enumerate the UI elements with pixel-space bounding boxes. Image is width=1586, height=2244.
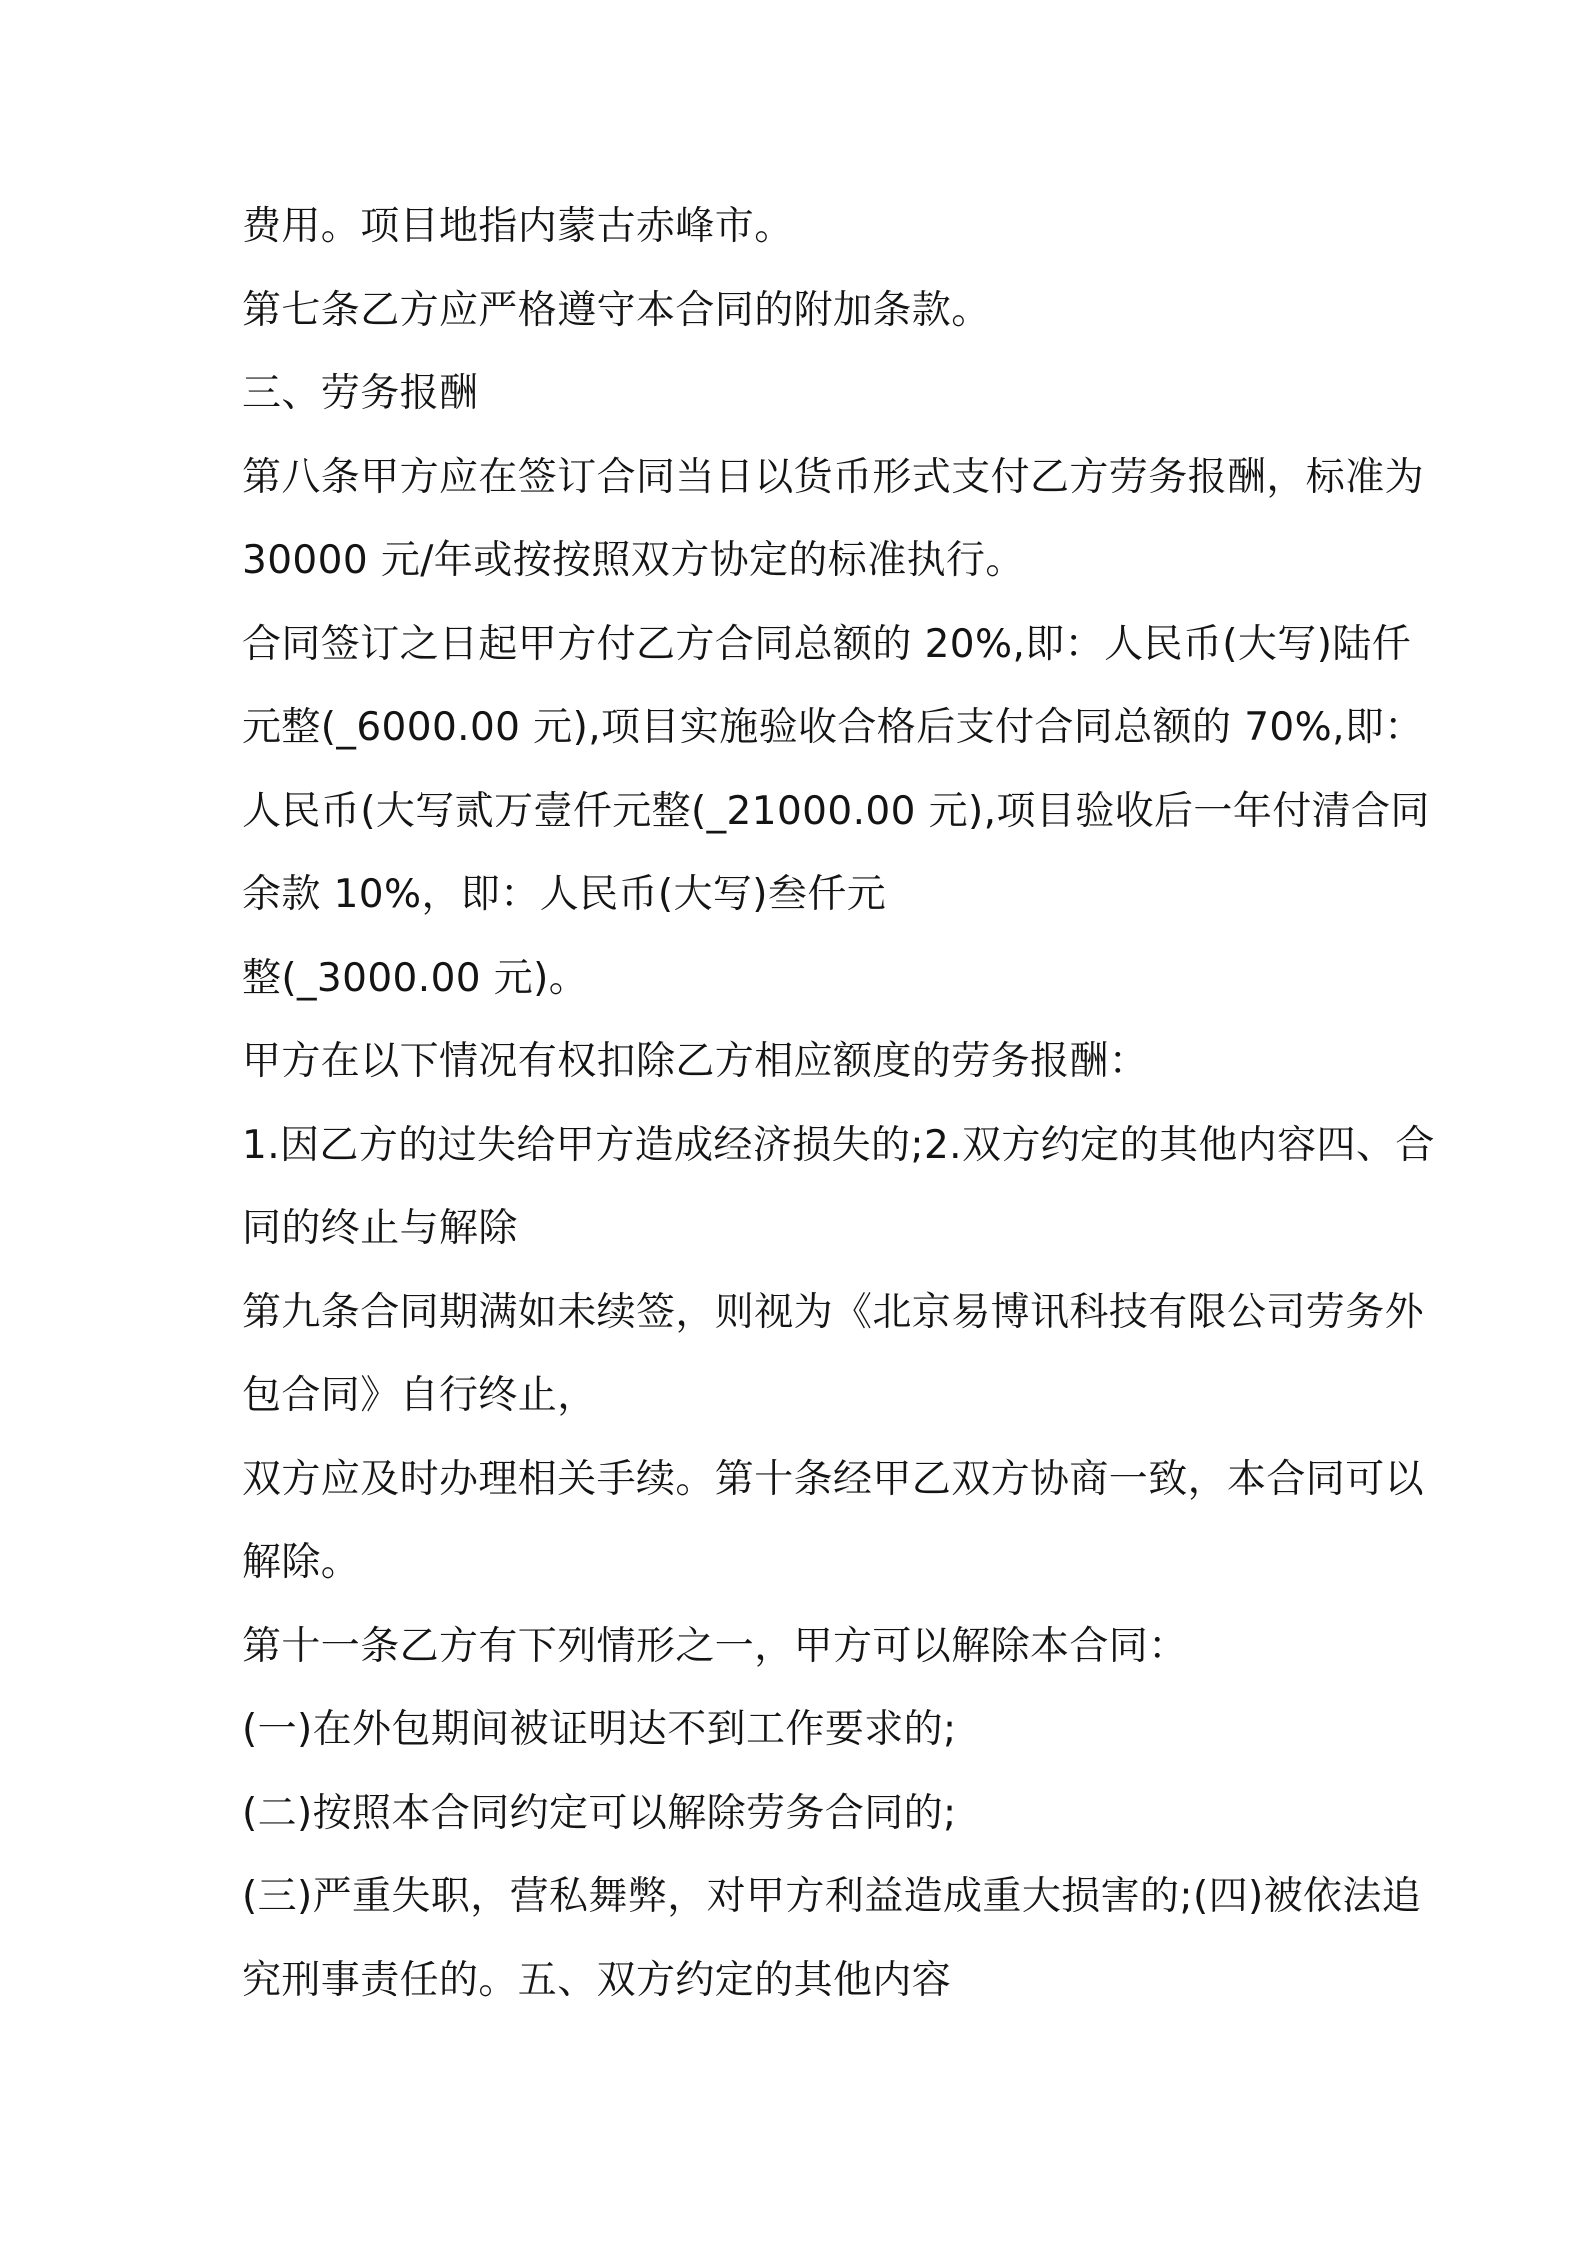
text-line-16: 双方应及时办理相关手续。第十条经甲乙双方协商一致，本合同可以 <box>242 1456 1425 1502</box>
text-line-21: (三)严重失职，营私舞弊，对甲方利益造成重大损害的;(四)被依法追 <box>242 1874 1422 1919</box>
text-line-7: 元整(_6000.00 元),项目实施验收合格后支付合同总额的 70%,即： <box>242 705 1424 750</box>
text-line-9: 余款 10%，即：人民币(大写)叁仟元 <box>242 872 887 917</box>
text-line-13: 同的终止与解除 <box>242 1206 518 1251</box>
text-line-5: 30000 元/年或按按照双方协定的标准执行。 <box>242 538 1025 583</box>
section-heading-labor-remuneration: 三、劳务报酬 <box>242 371 479 416</box>
text-line-22: 究刑事责任的。五、双方约定的其他内容 <box>242 1957 952 2003</box>
text-line-20: (二)按照本合同约定可以解除劳务合同的; <box>242 1790 957 1836</box>
text-line-19: (一)在外包期间被证明达不到工作要求的; <box>242 1707 957 1752</box>
text-line-8: 人民币(大写贰万壹仟元整(_21000.00 元),项目验收后一年付清合同 <box>242 788 1430 834</box>
text-line-1: 费用。项目地指内蒙古赤峰市。 <box>242 204 794 249</box>
document-body <box>242 198 1435 2035</box>
text-line-11: 甲方在以下情况有权扣除乙方相应额度的劳务报酬： <box>242 1039 1149 1084</box>
text-line-10: 整(_3000.00 元)。 <box>242 955 589 1001</box>
text-line-12: 1.因乙方的过失给甲方造成经济损失的;2.双方约定的其他内容四、合 <box>242 1122 1435 1168</box>
text-line-18: 第十一条乙方有下列情形之一，甲方可以解除本合同： <box>242 1623 1188 1669</box>
text-line-14: 第九条合同期满如未续签，则视为《北京易博讯科技有限公司劳务外 <box>242 1289 1425 1335</box>
text-line-17: 解除。 <box>242 1540 361 1585</box>
text-line-4: 第八条甲方应在签订合同当日以货币形式支付乙方劳务报酬，标准为 <box>242 454 1425 500</box>
text-line-2: 第七条乙方应严格遵守本合同的附加条款。 <box>242 287 991 333</box>
text-line-6: 合同签订之日起甲方付乙方合同总额的 20%,即：人民币(大写)陆仟 <box>242 621 1412 667</box>
text-line-15: 包合同》自行终止， <box>242 1373 597 1418</box>
